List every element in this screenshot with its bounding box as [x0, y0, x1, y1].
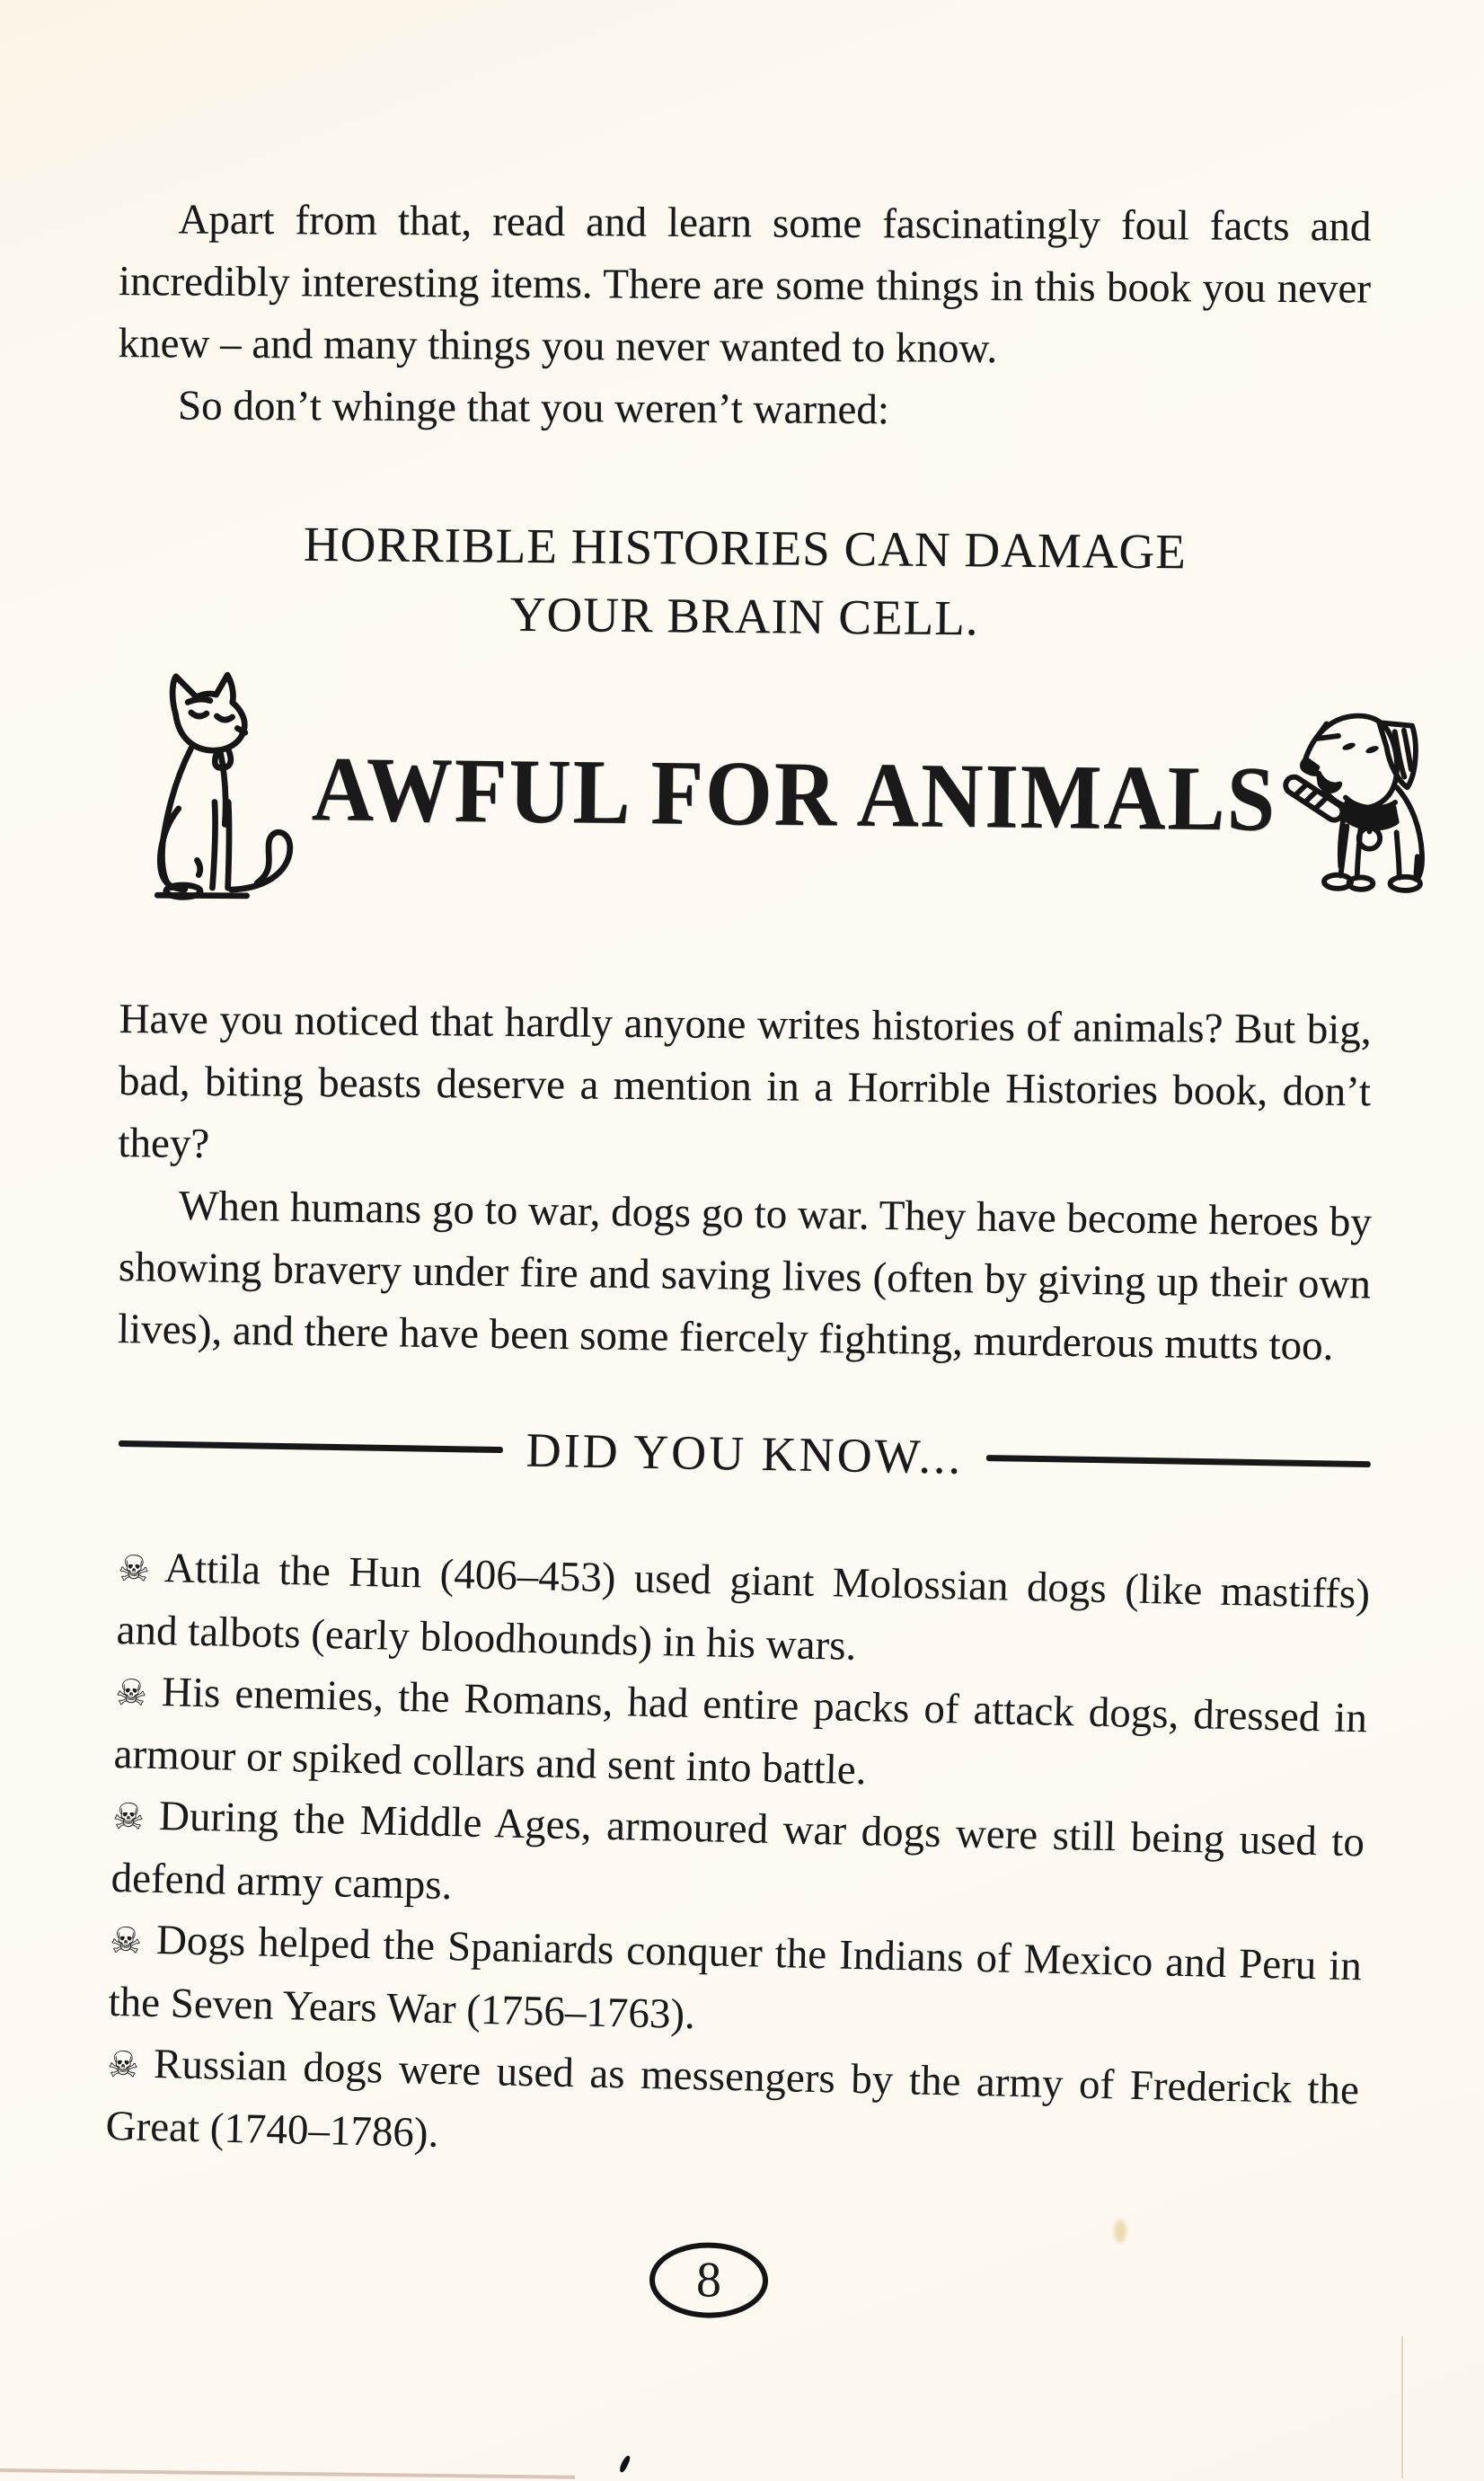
skull-crossbones-icon: ☠	[117, 1547, 151, 1590]
scan-smudge-artifact	[1114, 2220, 1126, 2243]
chapter-title: AWFUL FOR ANIMALS	[311, 736, 1277, 850]
paragraph-war-dogs: When humans go to war, dogs go to war. They have become heroes by showing bravery under fire and saving lives (often by giving up their own lives), and there have been some fiercely fighting, murderous mutts too.	[117, 1182, 1373, 1369]
scan-edge-line-artifact	[1401, 2336, 1403, 2478]
skull-crossbones-icon: ☠	[111, 1795, 146, 1839]
divider-line-left	[119, 1440, 503, 1453]
page-number: 8	[695, 2252, 722, 2308]
fact-text: Russian dogs were used as messengers by the army of Frederick the Great (1740–1786).	[105, 2040, 1360, 2157]
did-you-know-divider	[118, 1411, 1371, 1496]
fact-text: His enemies, the Romans, had entire packs of attack dogs, dressed in armour or spiked collars and sent into battle.	[113, 1669, 1368, 1794]
skull-crossbones-icon: ☠	[106, 2043, 140, 2087]
scan-edge-artifact	[0, 2468, 575, 2479]
shout-heading-line2: YOUR BRAIN CELL.	[509, 586, 979, 646]
cat-icon	[118, 669, 313, 910]
skull-crossbones-icon: ☠	[114, 1671, 148, 1715]
shout-heading-line1: HORRIBLE HISTORIES CAN DAMAGE	[303, 516, 1188, 580]
skull-crossbones-icon: ☠	[109, 1919, 143, 1963]
page-number-badge	[649, 2242, 769, 2318]
fact-text: During the Middle Ages, armoured war dogs were still being used to defend army camps.	[110, 1793, 1365, 1909]
divider-line-right	[986, 1455, 1371, 1467]
shout-heading	[118, 509, 1371, 656]
facts-list	[105, 1537, 1371, 2184]
fact-text: Dogs helped the Spaniards conquer the Indians of Mexico and Peru in the Seven Years War (1756–1763).	[108, 1917, 1363, 2039]
paragraph-animals: Have you noticed that hardly anyone writes histories of animals? But big, bad, biting beasts deserve a mention in a Horrible Histories book, don’t they?	[118, 996, 1372, 1167]
fact-item	[105, 2033, 1360, 2184]
fact-text: Attila the Hun (406–453) used giant Molossian dogs (like mastiffs) and talbots (early bloodhounds) in his wars.	[116, 1545, 1371, 1670]
intro-warning-line: So don’t whinge that you weren’t warned:	[177, 382, 890, 434]
scan-mark-artifact	[618, 2454, 632, 2473]
did-you-know-heading: DID YOU KNOW...	[526, 1422, 964, 1484]
chapter-title-row	[118, 667, 1372, 919]
dog-icon	[1276, 680, 1462, 913]
intro-paragraph: Apart from that, read and learn some fascinatingly foul facts and incredibly interesting items. There are some things in this book you never knew – and many things you never wanted to know.	[118, 196, 1372, 372]
page-number-row	[119, 2237, 1372, 2326]
